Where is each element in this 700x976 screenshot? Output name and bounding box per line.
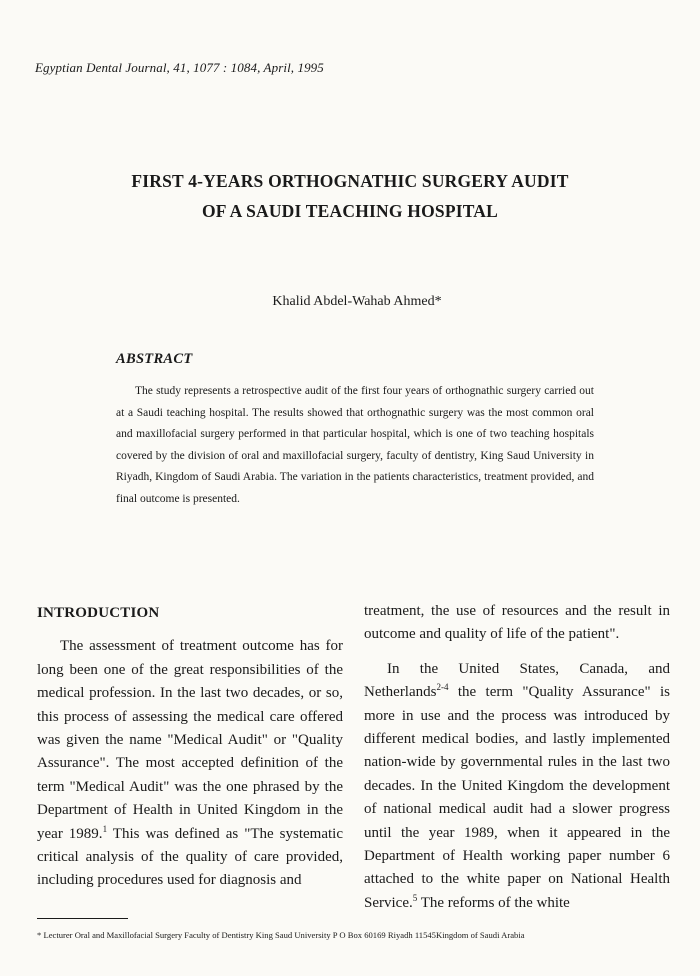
footnote-rule: [37, 918, 128, 919]
intro-paragraph-1-continued: treatment, the use of resources and the result in outcome and quality of life of the patient".: [364, 603, 670, 643]
title-line-1: FIRST 4-YEARS ORTHOGNATHIC SURGERY AUDIT: [131, 171, 569, 191]
journal-citation: Egyptian Dental Journal, 41, 1077 : 1084, April, 1995: [35, 60, 324, 75]
reference-2-4: 2-4: [436, 682, 449, 693]
title-line-2: OF A SAUDI TEACHING HOSPITAL: [201, 201, 499, 221]
author-footnote: * Lecturer Oral and Maxillofacial Surgery Faculty of Dentistry King Saud University P O Box 60169 Riyadh 11545Kingdom of Saudi Arabia: [37, 930, 525, 940]
intro-p1b-text: This was defined as "The systematic critical analysis of the quality of care provided, including procedures used for diagnosis and: [37, 825, 344, 889]
article-title: [0, 166, 700, 226]
left-column: [37, 600, 343, 893]
intro-p1-text: The assessment of treatment outcome has for long been one of the great responsibilities of the medical profession. In the last two decades, or so, this process of assessing the medical care offered was given the name "Medical Audit" or "Quality Assurance". The most accepted definition of the term "Medical Audit" was the one phrased by the Department of Health in United Kingdom in the year 1989.: [37, 638, 343, 842]
intro-p2c-text: The reforms of the white: [417, 894, 570, 911]
intro-paragraph-2: [364, 658, 670, 915]
reference-1: 1: [102, 823, 108, 834]
section-heading-introduction: INTRODUCTION: [37, 605, 160, 621]
intro-p2a-text: In the United States, Canada, and Netherlands: [364, 660, 670, 701]
abstract-heading: ABSTRACT: [116, 351, 193, 367]
author-name: Khalid Abdel-Wahab Ahmed*: [272, 294, 442, 309]
right-column: [364, 600, 670, 915]
abstract-text: The study represents a retrospective audit of the first four years of orthognathic surgery carried out at a Saudi teaching hospital. The results showed that orthognathic surgery was the most common oral and maxillofacial surgery performed in that particular hospital, which is one of two teaching hospitals covered by the division of oral and maxillofacial surgery, faculty of dentistry, King Saud University in Riyadh, Kingdom of Saudi Arabia. The variation in the patients characteristics, treatment provided, and final outcome is presented.: [116, 385, 594, 505]
reference-5: 5: [412, 892, 418, 903]
abstract-body: [116, 381, 594, 511]
intro-p2b-text: the term "Quality Assurance" is more in use and the process was introduced by different medical bodies, and lastly implemented nation-wide by governmental rules in the last two decades. In the United Kingdom the development of national medical audit had a slower progress until the year 1989, when it appeared in the Department of Health working paper number 6 attached to the white paper on National Health Service.: [364, 684, 670, 911]
intro-paragraph-1: [37, 635, 343, 892]
